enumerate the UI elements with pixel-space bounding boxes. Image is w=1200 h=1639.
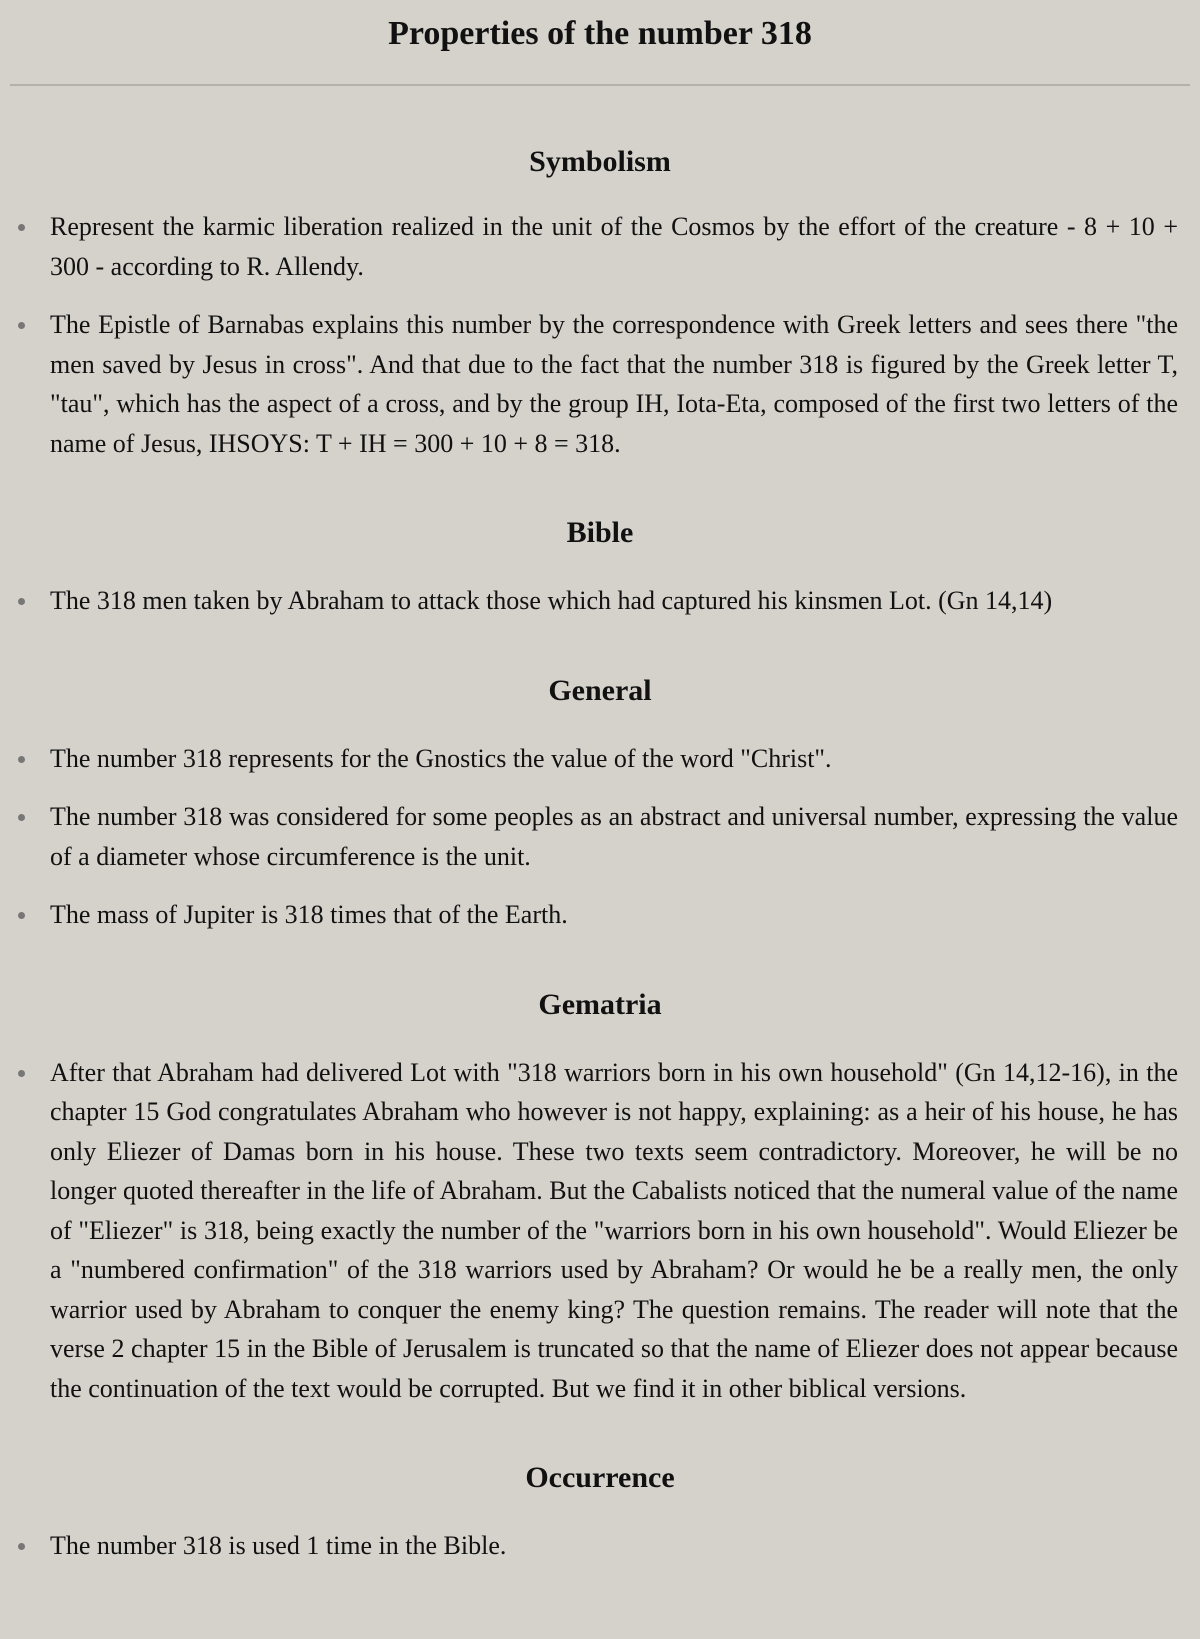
bible-list bbox=[0, 581, 1200, 621]
section-bible bbox=[0, 463, 1200, 621]
list-item bbox=[0, 895, 1200, 935]
bullet-icon bbox=[18, 756, 25, 763]
bullet-icon bbox=[18, 1070, 25, 1077]
list-item bbox=[0, 739, 1200, 779]
list-item-text: The mass of Jupiter is 318 times that of the Earth. bbox=[50, 900, 568, 929]
list-item bbox=[0, 581, 1200, 621]
gematria-list bbox=[0, 1053, 1200, 1409]
list-item-text: The number 318 is used 1 time in the Bible. bbox=[50, 1531, 507, 1560]
list-item-text: The number 318 represents for the Gnostics the value of the word "Christ". bbox=[50, 743, 832, 773]
section-gematria bbox=[0, 935, 1200, 1409]
list-item bbox=[0, 305, 1200, 463]
bullet-icon bbox=[18, 224, 25, 231]
list-item-text: After that Abraham had delivered Lot with "318 warriors born in his own household" (Gn 14,12-16), in the chapter 15 God congratulates Abraham who however is not happy, explaining: as a heir of his house, he has only Eliezer of Damas born in his house. These two texts seem contradictory. Moreover, he will be no longer quoted thereafter in the life of Abraham. But the Cabalists noticed that the numeral value of the name of "Eliezer" is 318, being exactly the number of the "warriors born in his own household". Would Eliezer be a "numbered confirmation" of the 318 warriors used by Abraham? Or would he be a really men, the only warrior used by Abraham to conquer the enemy king? The question remains. The reader will note that the verse 2 chapter 15 in the Bible of Jerusalem is truncated so that the name of Eliezer does not appear because the continuation of the text would be corrupted. But we find it in other biblical versions. bbox=[50, 1057, 1178, 1403]
section-heading-general: General bbox=[548, 673, 652, 707]
section-heading-symbolism: Symbolism bbox=[529, 145, 671, 178]
list-item bbox=[0, 1526, 1200, 1566]
list-item-text: The 318 men taken by Abraham to attack those which had captured his kinsmen Lot. (Gn 14,14) bbox=[50, 586, 1053, 615]
bullet-icon bbox=[18, 814, 25, 821]
general-list bbox=[0, 739, 1200, 935]
page-title: Properties of the number 318 bbox=[388, 15, 812, 52]
bullet-icon bbox=[18, 322, 25, 329]
section-heading-gematria: Gematria bbox=[538, 987, 662, 1021]
list-item bbox=[0, 797, 1200, 876]
list-item bbox=[0, 1053, 1200, 1409]
symbolism-list bbox=[0, 207, 1200, 463]
bullet-icon bbox=[18, 1543, 25, 1550]
section-general bbox=[0, 621, 1200, 935]
occurrence-list bbox=[0, 1526, 1200, 1566]
list-item-text: Represent the karmic liberation realized in the unit of the Cosmos by the effort of the creature - 8 + 10 + 300 - according to R. Allendy. bbox=[50, 212, 1178, 281]
section-symbolism bbox=[0, 86, 1200, 463]
bullet-icon bbox=[18, 598, 25, 605]
section-occurrence bbox=[0, 1408, 1200, 1566]
list-item bbox=[0, 207, 1200, 286]
bullet-icon bbox=[18, 912, 25, 919]
section-heading-bible: Bible bbox=[566, 516, 634, 549]
list-item-text: The Epistle of Barnabas explains this number by the correspondence with Greek letters and sees there "the men saved by Jesus in cross". And that due to the fact that the number 318 is figured by the Greek letter T, "tau", which has the aspect of a cross, and by the group IH, Iota-Eta, composed of the first two letters of the name of Jesus, IHSOYS: T + IH = 300 + 10 + 8 = 318. bbox=[50, 310, 1178, 458]
list-item-text: The number 318 was considered for some peoples as an abstract and universal number, expressing the value of a diameter whose circumference is the unit. bbox=[50, 802, 1178, 871]
section-heading-occurrence: Occurrence bbox=[525, 1461, 675, 1494]
